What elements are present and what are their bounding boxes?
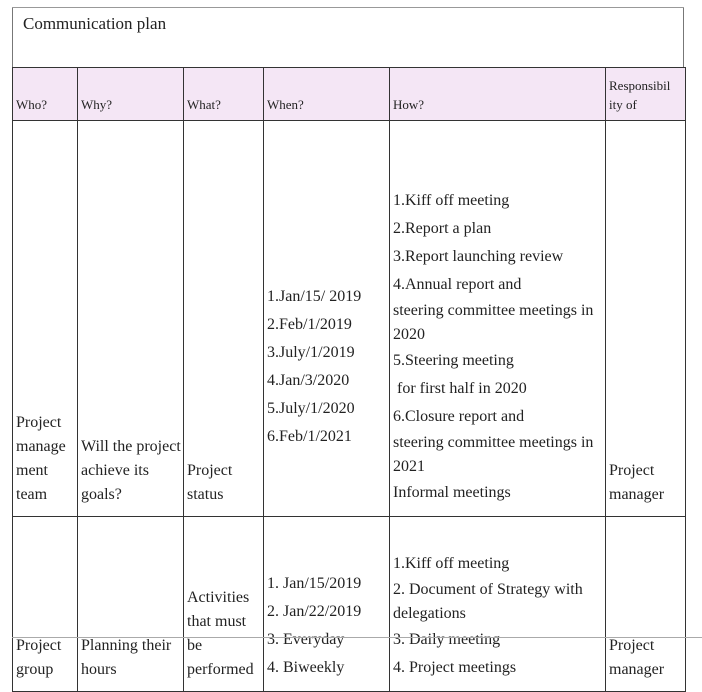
page-divider xyxy=(12,637,702,638)
how-item: 2.Report a plan xyxy=(393,220,492,237)
when-item: 3. Everyday xyxy=(267,631,345,648)
how-item: 4. Project meetings xyxy=(393,659,517,676)
when-item: 4. Biweekly xyxy=(267,659,345,676)
document-title: Communication plan xyxy=(12,8,684,67)
when-item: 2.Feb/1/2019 xyxy=(267,316,352,333)
how-item: 1.Kiff off meeting xyxy=(393,192,510,209)
communication-plan-document xyxy=(12,7,684,692)
how-item: for first half in 2020 xyxy=(393,380,527,397)
how-item: 3.Report launching review xyxy=(393,248,564,265)
header-responsibility: Responsibil ity of xyxy=(606,68,686,121)
cell-when xyxy=(264,517,390,692)
when-item: 1. Jan/15/2019 xyxy=(267,575,362,592)
when-item: 3.July/1/2019 xyxy=(267,344,355,361)
when-item: 5.July/1/2020 xyxy=(267,400,355,417)
header-what: What? xyxy=(184,68,264,121)
communication-plan-table xyxy=(12,67,686,692)
header-when: When? xyxy=(264,68,390,121)
how-item: Informal meetings xyxy=(393,484,511,501)
cell-who: Project group xyxy=(13,517,78,692)
how-item: steering committee meetings in 2020 xyxy=(393,302,594,343)
table-row xyxy=(13,121,686,517)
cell-why: Will the project achieve its goals? xyxy=(78,121,184,517)
how-item: 5.Steering meeting xyxy=(393,352,514,369)
cell-what: Activities that must be performed xyxy=(184,517,264,692)
how-item: 4.Annual report and xyxy=(393,276,522,293)
cell-how xyxy=(390,517,606,692)
when-item: 4.Jan/3/2020 xyxy=(267,372,350,389)
when-item: 2. Jan/22/2019 xyxy=(267,603,362,620)
how-item: 3. Daily meeting xyxy=(393,631,501,648)
header-how: How? xyxy=(390,68,606,121)
cell-when xyxy=(264,121,390,517)
header-why: Why? xyxy=(78,68,184,121)
when-item: 1.Jan/15/ 2019 xyxy=(267,288,362,305)
how-item: 6.Closure report and xyxy=(393,408,525,425)
how-item: steering committee meetings in 2021 xyxy=(393,434,594,475)
how-item: 1.Kiff off meeting xyxy=(393,555,510,572)
cell-how xyxy=(390,121,606,517)
cell-what: Project status xyxy=(184,121,264,517)
cell-who: Project manage ment team xyxy=(13,121,78,517)
cell-responsibility: Project manager xyxy=(606,121,686,517)
when-item: 6.Feb/1/2021 xyxy=(267,428,352,445)
table-header-row xyxy=(13,68,686,121)
header-who: Who? xyxy=(13,68,78,121)
table-row xyxy=(13,517,686,692)
cell-responsibility: Project manager xyxy=(606,517,686,692)
how-item: 2. Document of Strategy with delegations xyxy=(393,581,583,622)
cell-why: Planning their hours xyxy=(78,517,184,692)
